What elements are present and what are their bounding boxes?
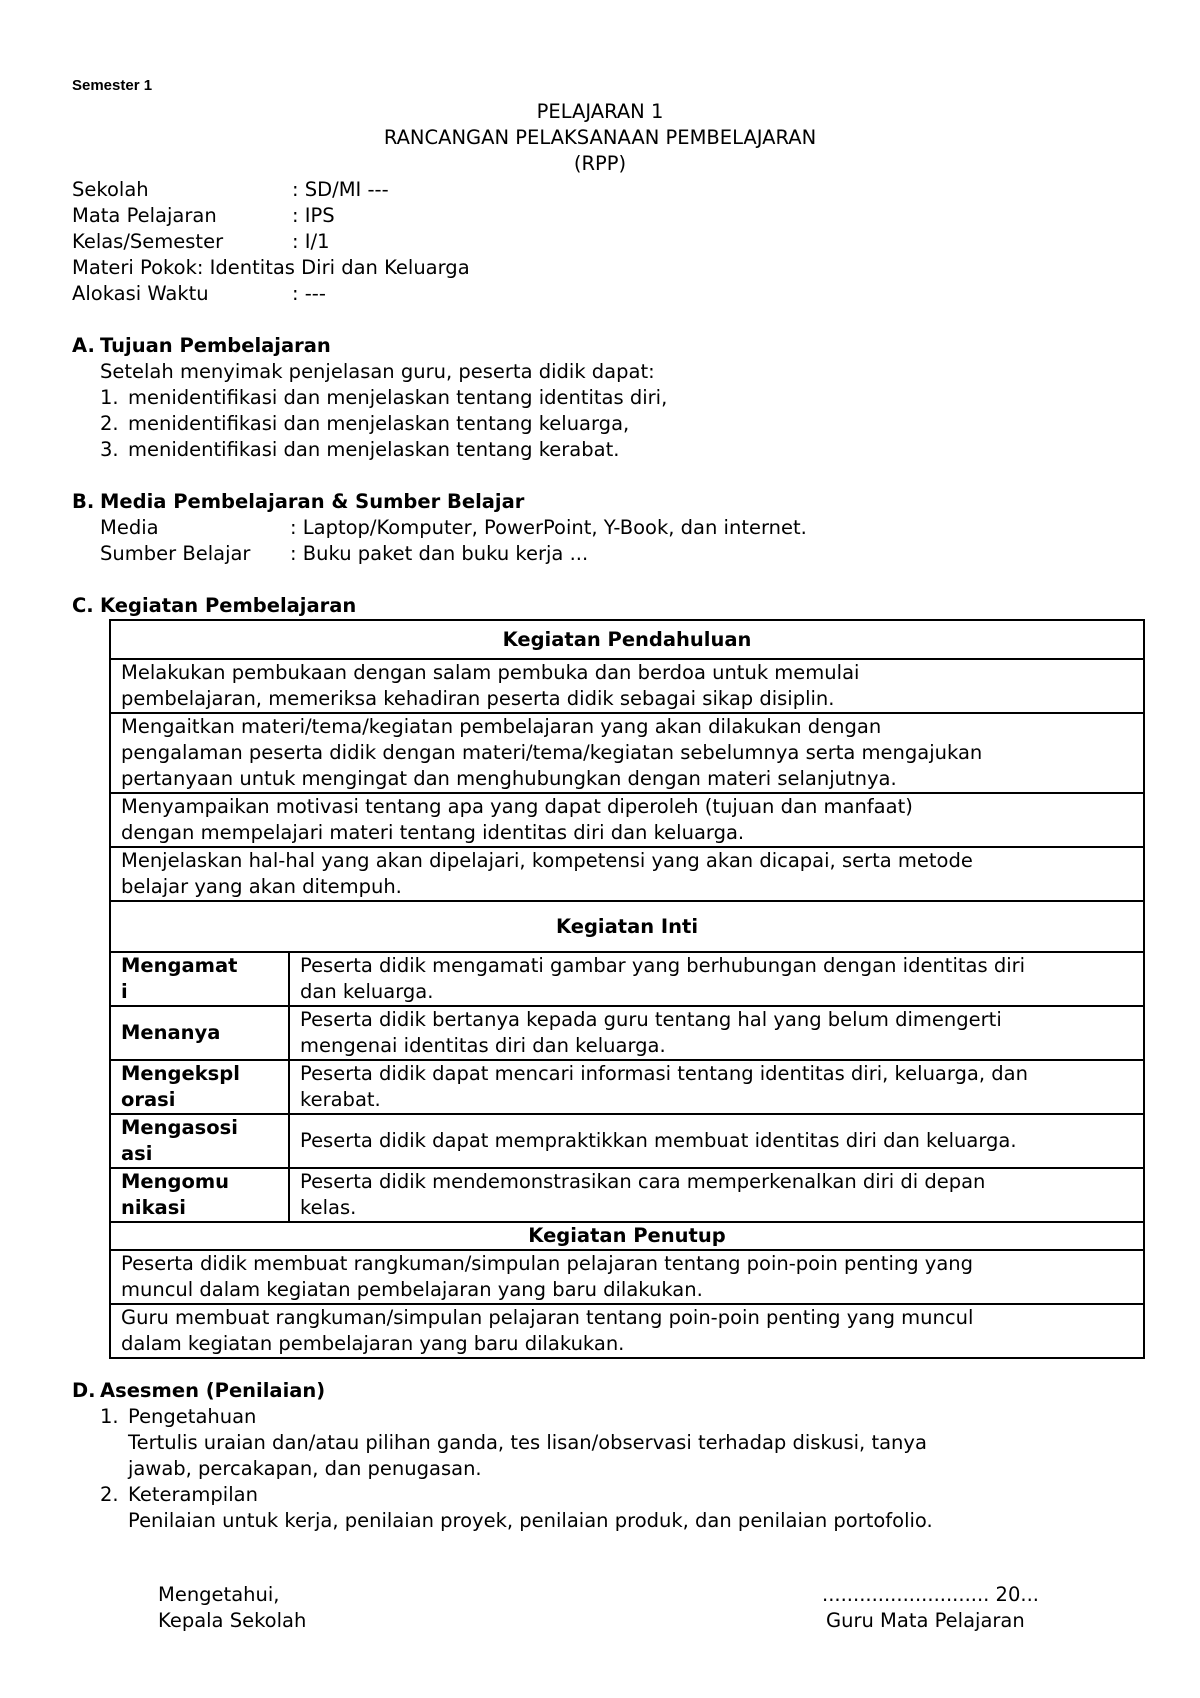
table-row <box>110 793 1144 847</box>
step-description <box>289 1168 1144 1222</box>
section-c-title: Kegiatan Pembelajaran <box>100 594 357 617</box>
step-label: orasi <box>121 1088 176 1111</box>
step-label: nikasi <box>121 1196 186 1219</box>
assessment-item-1 <box>100 1404 256 1430</box>
row-text: dalam kegiatan pembelajaran yang baru dilakukan. <box>121 1332 625 1355</box>
assessment-number: 2. <box>100 1483 119 1506</box>
row-text: Menjelaskan hal-hal yang akan dipelajari, kompetensi yang akan dicapai, serta metode <box>121 849 973 872</box>
row-text: Melakukan pembukaan dengan salam pembuka dan berdoa untuk memulai <box>121 661 860 684</box>
source-label: Sumber Belajar <box>100 542 251 565</box>
time-label: Alokasi Waktu <box>72 282 209 305</box>
table-row <box>110 713 1144 793</box>
subject-value: : IPS <box>292 204 335 227</box>
media-value: : Laptop/Komputer, PowerPoint, Y-Book, dan internet. <box>290 516 807 539</box>
objective-item <box>100 437 619 463</box>
section-c-heading <box>72 593 356 619</box>
step-label: Mengekspl <box>121 1062 240 1085</box>
objective-number: 3. <box>100 438 119 461</box>
section-c-letter: C. <box>72 594 94 617</box>
pendahuluan-header: Kegiatan Pendahuluan <box>110 620 1144 659</box>
time-value: : --- <box>292 282 326 305</box>
section-b-letter: B. <box>72 490 95 513</box>
section-b-heading <box>72 489 524 515</box>
step-description <box>289 952 1144 1006</box>
assessment-item-2 <box>100 1482 258 1508</box>
step-label: asi <box>121 1142 153 1165</box>
row-text: Peserta didik mengamati gambar yang berhubungan dengan identitas diri <box>300 954 1026 977</box>
step-cell <box>110 1114 289 1168</box>
table-row <box>110 659 1144 713</box>
step-cell <box>110 1006 289 1060</box>
topic-value: : Identitas Diri dan Keluarga <box>196 256 470 279</box>
source-row <box>100 541 588 567</box>
section-b-title: Media Pembelajaran & Sumber Belajar <box>100 490 525 513</box>
section-a-letter: A. <box>72 334 95 357</box>
assessment-title: Pengetahuan <box>128 1405 257 1428</box>
row-text: Peserta didik bertanya kepada guru tentang hal yang belum dimengerti <box>300 1008 1002 1031</box>
row-text: Peserta didik mendemonstrasikan cara memperkenalkan diri di depan <box>300 1170 986 1193</box>
signature-right-line-1: ........................... 20... <box>822 1583 1039 1606</box>
signature-left-line-2: Kepala Sekolah <box>158 1609 307 1632</box>
identity-subject <box>72 203 335 229</box>
inti-header: Kegiatan Inti <box>110 901 1144 952</box>
step-label: i <box>121 980 128 1003</box>
section-d-heading <box>72 1378 325 1404</box>
identity-class <box>72 229 330 255</box>
title-line-1: PELAJARAN 1 <box>536 100 664 123</box>
step-label: Mengomu <box>121 1170 230 1193</box>
section-a-title: Tujuan Pembelajaran <box>100 334 331 357</box>
row-text: muncul dalam kegiatan pembelajaran yang baru dilakukan. <box>121 1278 703 1301</box>
row-text: pembelajaran, memeriksa kehadiran peserta didik sebagai sikap disiplin. <box>121 687 835 710</box>
step-description <box>289 1006 1144 1060</box>
row-text: Peserta didik dapat mempraktikkan membuat identitas diri dan keluarga. <box>300 1129 1017 1152</box>
assessment-text: jawab, percakapan, dan penugasan. <box>128 1457 482 1480</box>
assessment-number: 1. <box>100 1405 119 1428</box>
row-text: Menyampaikan motivasi tentang apa yang dapat diperoleh (tujuan dan manfaat) <box>121 795 913 818</box>
row-text: mengenai identitas diri dan keluarga. <box>300 1034 666 1057</box>
step-description <box>289 1060 1144 1114</box>
row-text: dengan mempelajari materi tentang identitas diri dan keluarga. <box>121 821 745 844</box>
table-row <box>110 847 1144 901</box>
objective-item <box>100 411 629 437</box>
row-text: pengalaman peserta didik dengan materi/tema/kegiatan sebelumnya serta mengajukan <box>121 741 983 764</box>
objective-text: menidentifikasi dan menjelaskan tentang identitas diri, <box>128 386 668 409</box>
penutup-header: Kegiatan Penutup <box>110 1222 1144 1250</box>
row-text: belajar yang akan ditempuh. <box>121 875 402 898</box>
objective-item <box>100 385 667 411</box>
media-row <box>100 515 807 541</box>
section-a-heading <box>72 333 331 359</box>
objective-number: 2. <box>100 412 119 435</box>
row-text: kerabat. <box>300 1088 381 1111</box>
row-text: kelas. <box>300 1196 357 1219</box>
source-value: : Buku paket dan buku kerja ... <box>290 542 589 565</box>
school-label: Sekolah <box>72 178 149 201</box>
step-label: Mengamat <box>121 954 238 977</box>
step-label: Menanya <box>121 1021 221 1044</box>
signature-right-line-2: Guru Mata Pelajaran <box>826 1609 1025 1632</box>
row-text: Mengaitkan materi/tema/kegiatan pembelajaran yang akan dilakukan dengan <box>121 715 882 738</box>
step-cell <box>110 952 289 1006</box>
objective-text: menidentifikasi dan menjelaskan tentang keluarga, <box>128 412 630 435</box>
objective-number: 1. <box>100 386 119 409</box>
section-d-letter: D. <box>72 1379 96 1402</box>
class-label: Kelas/Semester <box>72 230 224 253</box>
subject-label: Mata Pelajaran <box>72 204 217 227</box>
section-d-title: Asesmen (Penilaian) <box>100 1379 326 1402</box>
assessment-title: Keterampilan <box>128 1483 258 1506</box>
title-line-3: (RPP) <box>573 152 627 175</box>
media-label: Media <box>100 516 159 539</box>
identity-topic <box>72 255 470 281</box>
identity-school <box>72 177 389 203</box>
row-text: Peserta didik dapat mencari informasi tentang identitas diri, keluarga, dan <box>300 1062 1028 1085</box>
signature-left-line-1: Mengetahui, <box>158 1583 280 1606</box>
activities-table <box>109 619 1145 1359</box>
row-text: dan keluarga. <box>300 980 434 1003</box>
assessment-text: Tertulis uraian dan/atau pilihan ganda, tes lisan/observasi terhadap diskusi, tanya <box>128 1431 927 1454</box>
step-cell <box>110 1168 289 1222</box>
step-cell <box>110 1060 289 1114</box>
step-description <box>289 1114 1144 1168</box>
identity-time <box>72 281 326 307</box>
table-row <box>110 1304 1144 1358</box>
step-label: Mengasosi <box>121 1116 238 1139</box>
table-row <box>110 1250 1144 1304</box>
objective-text: menidentifikasi dan menjelaskan tentang kerabat. <box>128 438 620 461</box>
school-value: : SD/MI --- <box>292 178 389 201</box>
assessment-text: Penilaian untuk kerja, penilaian proyek, penilaian produk, dan penilaian portofolio. <box>128 1509 933 1532</box>
topic-label: Materi Pokok <box>72 256 197 279</box>
title-line-2: RANCANGAN PELAKSANAAN PEMBELAJARAN <box>383 126 817 149</box>
row-text: Peserta didik membuat rangkuman/simpulan pelajaran tentang poin-poin penting yang <box>121 1252 974 1275</box>
semester-label: Semester 1 <box>72 77 153 94</box>
section-a-intro: Setelah menyimak penjelasan guru, peserta didik dapat: <box>100 360 655 383</box>
class-value: : I/1 <box>292 230 330 253</box>
row-text: pertanyaan untuk mengingat dan menghubungkan dengan materi selanjutnya. <box>121 767 897 790</box>
row-text: Guru membuat rangkuman/simpulan pelajaran tentang poin-poin penting yang muncul <box>121 1306 974 1329</box>
